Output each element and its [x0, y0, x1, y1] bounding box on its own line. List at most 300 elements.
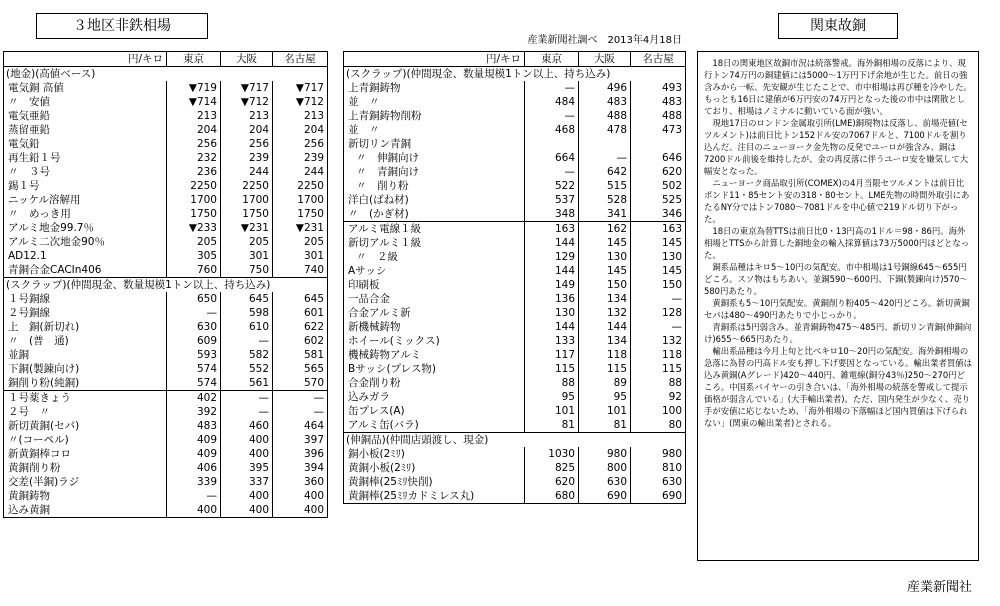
price-cell: 1700: [273, 193, 328, 207]
article-paragraph: 輸出系品種は今月上旬と比べキロ10～20円の気配安。海外銅相場の急落に為替の円高ドル安も押し下げ要因となっている。輸出業者買値は込み黄銅(Aグレード)420～440円、雑電線(銅分43％)250～270円どころ。中国系バイヤーの引き合いは、「海外相場の続落を警戒して提示価格が弱含んでいる」(大手輸出業者)。ただ、国内発生が少なく、売り手が安値に応じないため、「海外相場の下落幅ほど国内買値は下げられない」(関東の輸出業者)とされる。: [704, 346, 972, 428]
price-cell: ▼714: [167, 95, 221, 109]
item-label: 黄銅削り粉: [4, 461, 167, 475]
section-label: (伸銅品)(仲間店頭渡し、現金): [344, 433, 686, 448]
city-header: 名古屋: [273, 52, 328, 67]
table-row: [4, 503, 328, 518]
table-row: [344, 222, 686, 237]
price-cell: 128: [631, 306, 686, 320]
section-label: (地金)(高値ベース): [4, 67, 328, 82]
table-row: [4, 419, 328, 433]
article-paragraph: 現地17日のロンドン金属取引所(LME)銅現物は反落し、前場売値(セツルメント)は前日比トン152ドル安の7067ドルと、7100ドルを割り込んだ。注目のニューヨーク金先物の反発でユーロが強含み、銅は7200ドル前後を維持したが、金の再反落に伴うユーロ安を嫌気して大幅安となった。: [704, 118, 969, 176]
price-cell: 800: [579, 461, 631, 475]
city-header: 大阪: [221, 52, 273, 67]
price-cell: 305: [167, 249, 221, 263]
item-label: 錫１号: [4, 179, 167, 193]
price-cell: 339: [167, 475, 221, 489]
price-cell: 488: [631, 109, 686, 123]
price-cell: 478: [579, 123, 631, 137]
price-cell: —: [221, 391, 273, 406]
price-cell: 1030: [525, 447, 579, 461]
table-row: [4, 362, 328, 376]
item-label: 再生鉛１号: [4, 151, 167, 165]
price-cell: —: [167, 489, 221, 503]
price-cell: 468: [525, 123, 579, 137]
price-cell: 620: [631, 165, 686, 179]
price-cell: 132: [631, 334, 686, 348]
price-cell: —: [631, 292, 686, 306]
table-row: [4, 292, 328, 306]
table-row: [4, 235, 328, 249]
price-cell: 115: [631, 362, 686, 376]
section-header-row: [344, 67, 686, 82]
article-paragraph: 銅系品種はキロ5～10円の気配安。市中相場は1号銅線645～655円どころ。スソ物はもちあい。並銅590～600円、下銅(製錬向け)570～580円あたり。: [704, 262, 968, 296]
table-row: [4, 376, 328, 391]
table-row: [344, 193, 686, 207]
price-cell: 145: [579, 264, 631, 278]
price-cell: 630: [167, 320, 221, 334]
price-cell: ▼717: [221, 81, 273, 95]
table-row: [4, 81, 328, 95]
section-header-row: [4, 67, 328, 82]
price-cell: 204: [221, 123, 273, 137]
table-row: [4, 320, 328, 334]
price-cell: 525: [631, 193, 686, 207]
price-cell: 1750: [273, 207, 328, 221]
price-cell: 537: [525, 193, 579, 207]
city-header: 大阪: [579, 52, 631, 67]
price-cell: 602: [273, 334, 328, 348]
section-label: (スクラップ)(仲間現金、数量規模1トン以上、持ち込み): [344, 67, 686, 82]
table-row: [4, 489, 328, 503]
price-cell: 150: [631, 278, 686, 292]
item-label: １号薬きょう: [4, 391, 167, 406]
price-cell: 256: [221, 137, 273, 151]
page-title-right: 関東故銅: [778, 13, 898, 39]
price-cell: ▼712: [273, 95, 328, 109]
table-row: [4, 461, 328, 475]
price-cell: 130: [579, 250, 631, 264]
price-cell: 204: [273, 123, 328, 137]
price-cell: 134: [579, 292, 631, 306]
table-row: [344, 179, 686, 193]
price-cell: —: [525, 109, 579, 123]
item-label: アルミ地金99.7％: [4, 221, 167, 235]
article-paragraph: 青銅系は5円弱含み。並青銅鋳物475～485円、新切リン青銅(伸銅向け)655～665円あたり。: [704, 322, 972, 344]
table-row: [4, 165, 328, 179]
item-label: 電気銅 高値: [4, 81, 167, 95]
city-header: 東京: [167, 52, 221, 67]
price-cell: 130: [631, 250, 686, 264]
article-paragraph: 18日の東京為替TTSは前日比0・13円高の1ドル＝98・86円。海外相場とTTSから計算した銅地金の輸入採算値は73万5000円ほどとなった。: [704, 226, 970, 260]
price-cell: 400: [221, 447, 273, 461]
price-cell: 101: [525, 404, 579, 418]
price-cell: 760: [167, 263, 221, 278]
price-cell: 163: [525, 222, 579, 237]
price-cell: 645: [273, 292, 328, 306]
price-cell: 163: [631, 222, 686, 237]
price-table-left: [3, 51, 328, 518]
price-cell: 1700: [167, 193, 221, 207]
item-label: 〃 ３号: [4, 165, 167, 179]
price-cell: 642: [579, 165, 631, 179]
price-cell: 348: [525, 207, 579, 222]
table-row: [344, 404, 686, 418]
table-row: [344, 151, 686, 165]
price-cell: 609: [167, 334, 221, 348]
price-cell: 236: [167, 165, 221, 179]
price-cell: 409: [167, 433, 221, 447]
table-row: [344, 81, 686, 95]
item-label: 〃 安値: [4, 95, 167, 109]
item-label: 〃 削り粉: [344, 179, 525, 193]
price-cell: 101: [579, 404, 631, 418]
table-row: [344, 334, 686, 348]
price-cell: 132: [579, 306, 631, 320]
price-cell: ▼231: [221, 221, 273, 235]
price-cell: 80: [631, 418, 686, 433]
table-row: [344, 461, 686, 475]
price-cell: 150: [579, 278, 631, 292]
price-cell: 256: [167, 137, 221, 151]
price-cell: 565: [273, 362, 328, 376]
price-cell: 574: [167, 362, 221, 376]
price-cell: 601: [273, 306, 328, 320]
item-label: 並 〃: [344, 123, 525, 137]
price-cell: 162: [579, 222, 631, 237]
item-label: 込みガラ: [344, 390, 525, 404]
price-cell: 980: [579, 447, 631, 461]
price-cell: 690: [579, 489, 631, 504]
table-row: [344, 109, 686, 123]
item-label: アルミ缶(バラ): [344, 418, 525, 433]
price-cell: —: [525, 81, 579, 95]
item-label: 交差(半銅)ラジ: [4, 475, 167, 489]
price-cell: 460: [221, 419, 273, 433]
item-label: 黄銅鋳物: [4, 489, 167, 503]
price-cell: 117: [525, 348, 579, 362]
price-cell: 400: [221, 433, 273, 447]
table-row: [344, 250, 686, 264]
table-row: [4, 391, 328, 406]
price-cell: 400: [273, 503, 328, 518]
table-row: [4, 348, 328, 362]
price-cell: 341: [579, 207, 631, 222]
price-cell: 515: [579, 179, 631, 193]
price-cell: 483: [167, 419, 221, 433]
price-cell: 630: [631, 475, 686, 489]
price-cell: 118: [579, 348, 631, 362]
item-label: 〃 青銅向け: [344, 165, 525, 179]
table-row: [4, 221, 328, 235]
price-cell: 205: [167, 235, 221, 249]
price-cell: 136: [525, 292, 579, 306]
price-cell: ▼712: [221, 95, 273, 109]
price-cell: 502: [631, 179, 686, 193]
price-cell: 100: [631, 404, 686, 418]
price-cell: —: [525, 165, 579, 179]
price-cell: 89: [579, 376, 631, 390]
price-cell: 360: [273, 475, 328, 489]
price-cell: ▼719: [167, 81, 221, 95]
table-row: [344, 489, 686, 504]
price-cell: 92: [631, 390, 686, 404]
table-row: [4, 405, 328, 419]
price-cell: 213: [221, 109, 273, 123]
item-label: 並銅: [4, 348, 167, 362]
price-cell: 213: [167, 109, 221, 123]
item-label: 新切黄銅(セパ): [4, 419, 167, 433]
price-cell: 496: [579, 81, 631, 95]
table-row: [4, 475, 328, 489]
item-label: 黄銅棒(25ﾐﾘ快削): [344, 475, 525, 489]
section-header-row: [344, 433, 686, 448]
table-row: [344, 306, 686, 320]
price-cell: [579, 137, 631, 151]
price-cell: 205: [221, 235, 273, 249]
item-label: 合金アルミ新: [344, 306, 525, 320]
table-row: [344, 278, 686, 292]
price-cell: 244: [273, 165, 328, 179]
price-cell: 394: [273, 461, 328, 475]
item-label: 新機械鋳物: [344, 320, 525, 334]
item-label: 黄銅小板(2ﾐﾘ): [344, 461, 525, 475]
price-cell: 395: [221, 461, 273, 475]
item-label: 〃 ２級: [344, 250, 525, 264]
price-cell: 664: [525, 151, 579, 165]
table-row: [4, 207, 328, 221]
price-cell: —: [273, 391, 328, 406]
city-header: 東京: [525, 52, 579, 67]
table-row: [4, 151, 328, 165]
table-row: [4, 447, 328, 461]
item-label: ２号 〃: [4, 405, 167, 419]
price-cell: 145: [631, 264, 686, 278]
price-cell: 346: [631, 207, 686, 222]
table-row: [4, 249, 328, 263]
price-cell: 130: [525, 306, 579, 320]
table-row: [344, 348, 686, 362]
price-cell: 239: [221, 151, 273, 165]
price-cell: 598: [221, 306, 273, 320]
price-cell: 610: [221, 320, 273, 334]
price-cell: 400: [221, 503, 273, 518]
item-label: 〃 めっき用: [4, 207, 167, 221]
unit-header: 円/キロ: [4, 52, 167, 67]
table-row: [344, 137, 686, 151]
price-cell: 690: [631, 489, 686, 504]
table-row: [4, 109, 328, 123]
price-cell: 574: [167, 376, 221, 391]
price-cell: 650: [167, 292, 221, 306]
price-cell: 129: [525, 250, 579, 264]
price-cell: 134: [579, 334, 631, 348]
item-label: 電気鉛: [4, 137, 167, 151]
unit-header: 円/キロ: [344, 52, 525, 67]
price-cell: 1700: [221, 193, 273, 207]
price-cell: 406: [167, 461, 221, 475]
table-row: [4, 95, 328, 109]
table-row: [4, 433, 328, 447]
price-cell: 144: [525, 264, 579, 278]
price-cell: 409: [167, 447, 221, 461]
table-row: [4, 334, 328, 348]
item-label: 新黄銅棒コロ: [4, 447, 167, 461]
price-cell: ▼717: [273, 81, 328, 95]
price-cell: 88: [631, 376, 686, 390]
item-label: 缶プレス(A): [344, 404, 525, 418]
price-cell: 400: [273, 489, 328, 503]
price-cell: 483: [631, 95, 686, 109]
table-row: [344, 418, 686, 433]
price-cell: 95: [579, 390, 631, 404]
price-cell: —: [167, 306, 221, 320]
item-label: ニッケル溶解用: [4, 193, 167, 207]
price-cell: 561: [221, 376, 273, 391]
price-cell: 205: [273, 235, 328, 249]
article-paragraph: 黄銅系も5～10円気配安。黄銅削り粉405～420円どころ。新切黄銅セパは480～490円あたりで小じっかり。: [704, 298, 970, 320]
table-header-row: [344, 52, 686, 67]
item-label: 青銅合金CACIn406: [4, 263, 167, 278]
table-row: [344, 447, 686, 461]
price-cell: 213: [273, 109, 328, 123]
price-cell: 400: [167, 503, 221, 518]
price-cell: 464: [273, 419, 328, 433]
price-cell: 646: [631, 151, 686, 165]
table-header-row: [4, 52, 328, 67]
table-row: [344, 236, 686, 250]
price-cell: 552: [221, 362, 273, 376]
price-cell: 145: [579, 236, 631, 250]
page-title-left: ３地区非鉄相場: [36, 13, 208, 39]
price-table-middle: [343, 51, 686, 504]
price-cell: 115: [525, 362, 579, 376]
price-cell: 645: [221, 292, 273, 306]
market-report-article: [697, 51, 979, 561]
item-label: 洋白(ばね材): [344, 193, 525, 207]
section-header-row: [4, 278, 328, 293]
price-cell: 582: [221, 348, 273, 362]
price-cell: —: [631, 320, 686, 334]
item-label: 印刷板: [344, 278, 525, 292]
price-cell: 488: [579, 109, 631, 123]
price-cell: —: [221, 405, 273, 419]
item-label: 電気亜鉛: [4, 109, 167, 123]
table-row: [4, 123, 328, 137]
table-row: [4, 263, 328, 278]
item-label: 〃(コーペル): [4, 433, 167, 447]
city-header: 名古屋: [631, 52, 686, 67]
source-note: 産業新聞社調べ 2013年4月18日: [527, 35, 682, 46]
price-cell: 396: [273, 447, 328, 461]
price-cell: 256: [273, 137, 328, 151]
price-cell: 144: [525, 320, 579, 334]
item-label: Bサッシ(プレス物): [344, 362, 525, 376]
table-row: [344, 264, 686, 278]
table-row: [344, 362, 686, 376]
item-label: １号銅線: [4, 292, 167, 306]
item-label: 新切アルミ１級: [344, 236, 525, 250]
price-cell: 2250: [273, 179, 328, 193]
item-label: 上青銅鋳物削粉: [344, 109, 525, 123]
table-row: [344, 376, 686, 390]
price-cell: 239: [273, 151, 328, 165]
price-cell: 581: [273, 348, 328, 362]
price-cell: 630: [579, 475, 631, 489]
price-cell: 402: [167, 391, 221, 406]
item-label: 〃 (かぎ材): [344, 207, 525, 222]
item-label: 込み黄銅: [4, 503, 167, 518]
price-cell: 980: [631, 447, 686, 461]
table-row: [344, 320, 686, 334]
price-cell: 81: [525, 418, 579, 433]
price-cell: [525, 137, 579, 151]
price-cell: —: [273, 405, 328, 419]
section-label: (スクラップ)(仲間現金、数量規模1トン以上、持ち込み): [4, 278, 328, 293]
item-label: 黄銅棒(25ﾐﾘカドミレス丸): [344, 489, 525, 504]
table-row: [344, 475, 686, 489]
article-paragraph: ニューヨーク商品取引所(COMEX)の4月当限セツルメントは前日比ポンド11・85セント安の318・80セント。LME先物の時間外取引にあたるNY分ではトン7080～7081ドルを中心値で219ドル切り下がった。: [704, 178, 970, 224]
item-label: 下銅(製錬向け): [4, 362, 167, 376]
price-cell: 133: [525, 334, 579, 348]
price-cell: [631, 137, 686, 151]
item-label: 一品合金: [344, 292, 525, 306]
price-cell: 680: [525, 489, 579, 504]
price-cell: 593: [167, 348, 221, 362]
item-label: 蒸留亜鉛: [4, 123, 167, 137]
price-cell: 149: [525, 278, 579, 292]
price-cell: 81: [579, 418, 631, 433]
table-row: [4, 306, 328, 320]
price-cell: 115: [579, 362, 631, 376]
item-label: ホイール(ミックス): [344, 334, 525, 348]
item-label: 上 銅(新切れ): [4, 320, 167, 334]
price-cell: 88: [525, 376, 579, 390]
price-cell: 301: [273, 249, 328, 263]
price-cell: 301: [221, 249, 273, 263]
item-label: AD12.1: [4, 249, 167, 263]
price-cell: 528: [579, 193, 631, 207]
price-cell: 392: [167, 405, 221, 419]
price-cell: 493: [631, 81, 686, 95]
price-cell: 397: [273, 433, 328, 447]
price-cell: 750: [221, 263, 273, 278]
price-cell: 473: [631, 123, 686, 137]
item-label: アルミ電線１級: [344, 222, 525, 237]
item-label: 銅小板(2ﾐﾘ): [344, 447, 525, 461]
item-label: アルミ二次地金90％: [4, 235, 167, 249]
publisher-credit: 産業新聞社: [906, 580, 972, 595]
price-cell: 400: [221, 489, 273, 503]
price-cell: ▼233: [167, 221, 221, 235]
price-cell: —: [221, 334, 273, 348]
price-cell: 570: [273, 376, 328, 391]
price-cell: 484: [525, 95, 579, 109]
table-row: [344, 123, 686, 137]
price-cell: 244: [221, 165, 273, 179]
article-paragraph: 18日の関東地区故銅市況は続落警戒。海外銅相場の反落により、現行トン74万円の銅建値には5000～1万円下げ余地が生じた。前日の強含みから一転、先安観が生じたことで、市中相場は再び種を冷やした。もっとも16日に建値が6万円安の74万円となった後の市中は閑散としており、相場はノミナルに動いている面が強い。: [704, 58, 972, 116]
price-cell: 522: [525, 179, 579, 193]
item-label: 銅削り粉(純銅): [4, 376, 167, 391]
item-label: 機械鋳物アルミ: [344, 348, 525, 362]
item-label: 〃 (普 通): [4, 334, 167, 348]
price-cell: 95: [525, 390, 579, 404]
price-cell: 1750: [167, 207, 221, 221]
item-label: 〃 伸銅向け: [344, 151, 525, 165]
price-cell: 2250: [167, 179, 221, 193]
price-cell: 204: [167, 123, 221, 137]
price-cell: —: [579, 151, 631, 165]
table-row: [344, 165, 686, 179]
